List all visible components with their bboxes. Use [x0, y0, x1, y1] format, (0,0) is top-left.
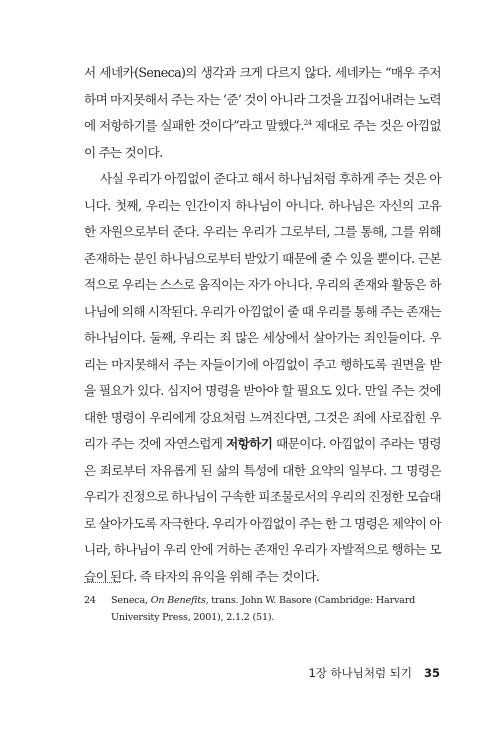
footnote-title: On Benefits: [150, 595, 206, 606]
footnote-text: [111, 592, 441, 626]
footnote-reference: 24: [303, 119, 312, 127]
paragraph-1: [84, 60, 441, 166]
running-footer: [308, 665, 440, 681]
chapter-title: 1장 하나님처럼 되기: [308, 666, 412, 680]
paragraph-2-text-b: 때문이다. 아낌없이 주라는 명령은 죄로부터 자유롭게 된 삶의 특성에 대한 요약의 일부다. 그 명령은 우리가 진정으로 하나님이 구속한 피조물로서의 우리의 진정한 모습대로 살아가도록 자극한다. 우리가 아낌없이 주는 한 그 명령은 제약이 아니라, 하나님이 우리 안에 거하는 존재인 우리가 자발적으로 행하는 모습이 된다. 즉 타자의 유익을 위해 주는 것이다.: [84, 436, 441, 584]
page-number: 35: [423, 666, 440, 680]
footnote-author: Seneca,: [111, 595, 151, 606]
paragraph-2: [84, 166, 441, 590]
footnote: [84, 592, 441, 626]
paragraph-2-text-a: 사실 우리가 아낌없이 준다고 해서 하나님처럼 후하게 주는 것은 아니다. 첫째, 우리는 인간이지 하나님이 아니다. 하나님은 자신의 고유한 자원으로부터 준다. 우리는 우리가 그로부터, 그를 통해, 그를 위해 존재하는 분인 하나님으로부터 받았기 때문에 줄 수 있을 뿐이다. 근본적으로 우리는 스스로 움직이는 자가 아니다. 우리의 존재와 활동은 하나님에 의해 시작된다. 우리가 아낌없이 줄 때 우리를 통해 주는 존재는 하나님이다. 둘째, 우리는 죄 많은 세상에서 살아가는 죄인들이다. 우리는 마지못해서 주는 자들이기에 아낌없이 주고 행하도록 권면을 받을 필요가 있다. 심지어 명령을 받아야 할 필요도 있다. 만일 주는 것에 대한 명령이 우리에게 강요처럼 느껴진다면, 그것은 죄에 사로잡힌 우리가 주는 것에 자연스럽게: [84, 171, 441, 451]
body-text: [84, 60, 441, 590]
emphasized-word: 저항하기: [226, 436, 273, 451]
footnote-separator: [84, 582, 120, 583]
paragraph-1-text-b: 제대로 주는 것은 아낌없이 주는 것이다.: [84, 118, 441, 160]
footnote-number: 24: [84, 595, 96, 606]
footnote-citation: , trans. John W. Basore (Cambridge: Harvard University Press, 2001), 2.1.2 (51).: [111, 595, 416, 623]
paragraph-1-text-a: 서 세네카(Seneca)의 생각과 크게 다르지 않다. 세네카는 “매우 주저하며 마지못해서 주는 자는 ‘준’ 것이 아니라 그것을 끄집어내려는 노력에 저항하기를 실패한 것이다”라고 말했다.: [84, 65, 441, 133]
